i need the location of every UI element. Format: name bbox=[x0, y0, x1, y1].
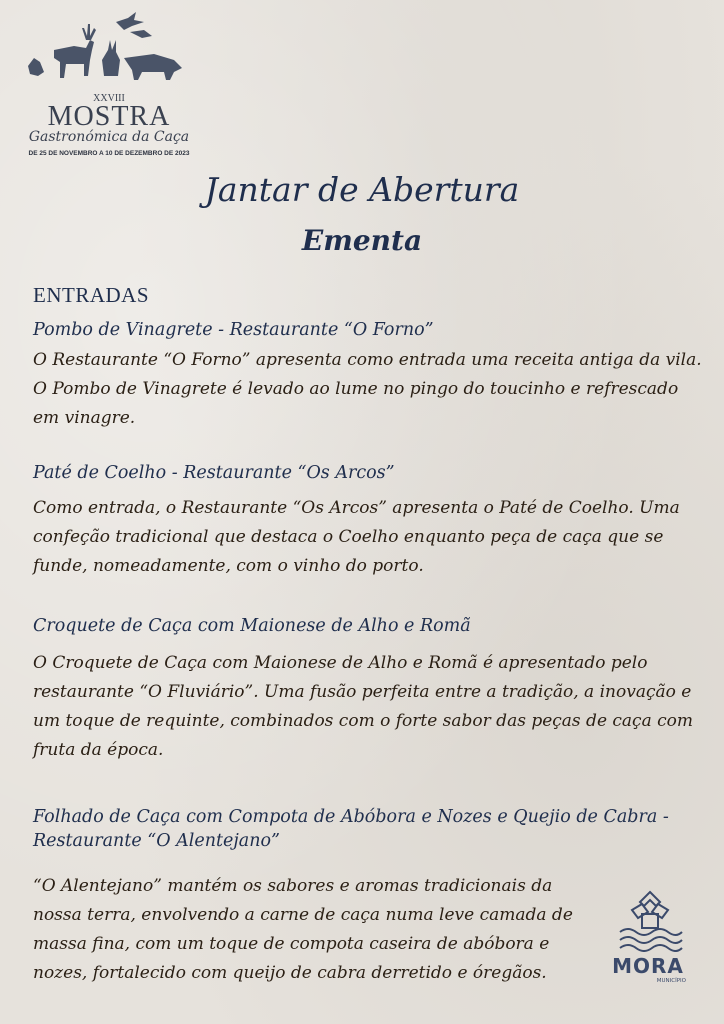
dish-name: Pombo de Vinagrete - Restaurante “O Forno” bbox=[33, 320, 434, 340]
dish-name: Folhado de Caça com Compota de Abóbora e Nozes e Quejio de Cabra - Restaurante “O Alentejano” bbox=[33, 807, 669, 851]
dish-name: Paté de Coelho - Restaurante “Os Arcos” bbox=[33, 463, 395, 483]
wildlife-illustration-icon bbox=[24, 10, 194, 92]
page-title: Jantar de Abertura bbox=[204, 170, 520, 209]
event-logo bbox=[14, 10, 204, 165]
event-subtitle: Gastronómica da Caça bbox=[28, 129, 190, 145]
dish-description: “O Alentejano” mantém os sabores e aromas tradicionais da nossa terra, envolvendo a carne de caça numa leve camada de massa fina, com um toque de compota caseira de abóbora e nozes, fortalecido com queijo de cabra derretido e óregãos. bbox=[33, 876, 573, 983]
edition-number: XXVIII bbox=[93, 93, 125, 104]
dish-description: O Croquete de Caça com Maionese de Alho e Romã é apresentado pelo restaurante “O Fluviário”. Uma fusão perfeita entre a tradição, a inovação e um toque de requinte, combinados com o forte sabor das peças de caça com fruta da época. bbox=[33, 653, 693, 760]
event-name: MOSTRA bbox=[47, 101, 171, 132]
page-subtitle: Ementa bbox=[301, 224, 423, 257]
municipality-label: MUNICÍPIO bbox=[656, 978, 686, 984]
dish-description: Como entrada, o Restaurante “Os Arcos” apresenta o Paté de Coelho. Uma confeção tradicional que destaca o Coelho enquanto peça de caça que se funde, nomeadamente, com o vinho do porto. bbox=[33, 498, 680, 576]
municipality-name: MORA bbox=[612, 954, 684, 978]
dish-description: O Restaurante “O Forno” apresenta como entrada uma receita antiga da vila. O Pombo de Vinagrete é levado ao lume no pingo do toucinho e refrescado em vinagre. bbox=[33, 350, 702, 428]
section-heading: ENTRADAS bbox=[33, 283, 150, 307]
event-dates: DE 25 DE NOVEMBRO A 10 DE DEZEMBRO DE 2023 bbox=[28, 150, 190, 157]
municipality-logo bbox=[610, 888, 690, 996]
municipality-crest-icon bbox=[616, 888, 684, 952]
dish-name: Croquete de Caça com Maionese de Alho e Romã bbox=[33, 616, 471, 636]
